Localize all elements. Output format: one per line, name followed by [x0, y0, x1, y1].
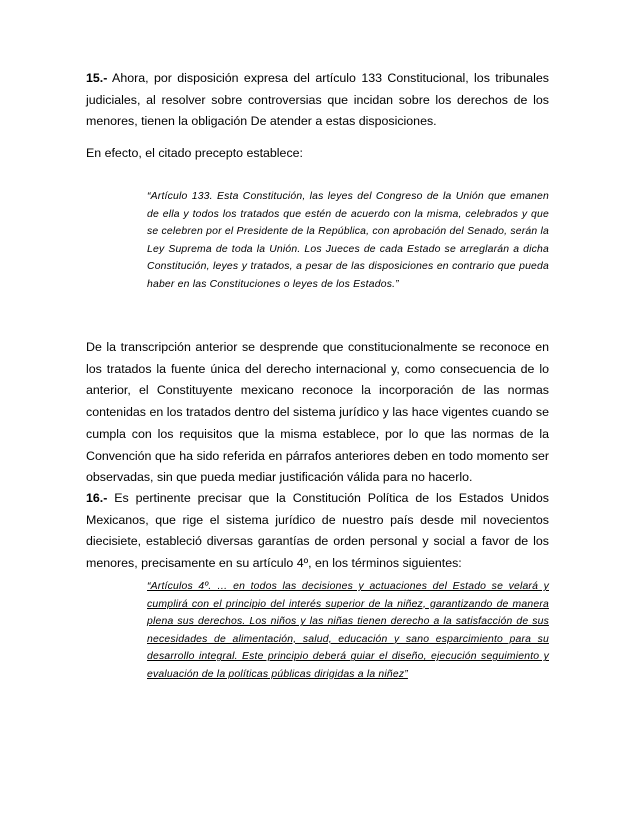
transcription-paragraph: De la transcripción anterior se desprende que constitucionalmente se reconoce en los tratados la fuente única del derecho internacional y, como consecuencia de lo anterior, el Constituyente mexicano reconoce la incorporación de las normas contenidas en los tratados dentro del sistema jurídico y las hace vigentes cuando se cumpla con los requisitos que la misma establece, por lo que las normas de la Convención que ha sido referida en párrafos anteriores deben en todo momento ser observadas, sin que pueda mediar justificación válida para no hacerlo.: [86, 340, 549, 485]
article-133-quote: “Artículo 133. Esta Constitución, las leyes del Congreso de la Unión que emanen de ella y todos los tratados que estén de acuerdo con la misma, celebrados y que se celebren por el Presidente de la República, con aprobación del Senado, serán la Ley Suprema de toda la Unión. Los Jueces de cada Estado se arreglarán a dicha Constitución, leyes y tratados, a pesar de las disposiciones en contrario que pueda haber en las Constituciones o leyes de los Estados.”: [147, 191, 549, 290]
paragraph-16: [86, 488, 549, 575]
paragraph-16-text: Es pertinente precisar que la Constitución Política de los Estados Unidos Mexicanos, que rige el sistema jurídico de nuestro país desde mil novecientos diecisiete, estableció diversas garantías de orden personal y social a favor de los menores, precisamente en su artículo 4º, en los términos siguientes:: [86, 491, 549, 571]
paragraph-15: [86, 68, 549, 133]
intro-paragraph: En efecto, el citado precepto establece:: [86, 146, 303, 160]
section-number-16: 16.-: [86, 491, 108, 505]
paragraph-15-text: Ahora, por disposición expresa del artículo 133 Constitucional, los tribunales judiciales, al resolver sobre controversias que incidan sobre los derechos de los menores, tienen la obligación De atender a estas disposiciones.: [86, 71, 549, 129]
section-number-15: 15.-: [86, 71, 108, 85]
article-4-quote: “Artículos 4º. … en todos las decisiones y actuaciones del Estado se velará y cumplirá con el principio del interés superior de la niñez, garantizando de manera plena sus derechos. Los niños y las niñas tienen derecho a la satisfacción de sus necesidades de alimentación, salud, educación y sano esparcimiento para su desarrollo integral. Este principio deberá guiar el diseño, ejecución seguimiento y evaluación de la políticas públicas dirigidas a la niñez”: [147, 581, 549, 680]
